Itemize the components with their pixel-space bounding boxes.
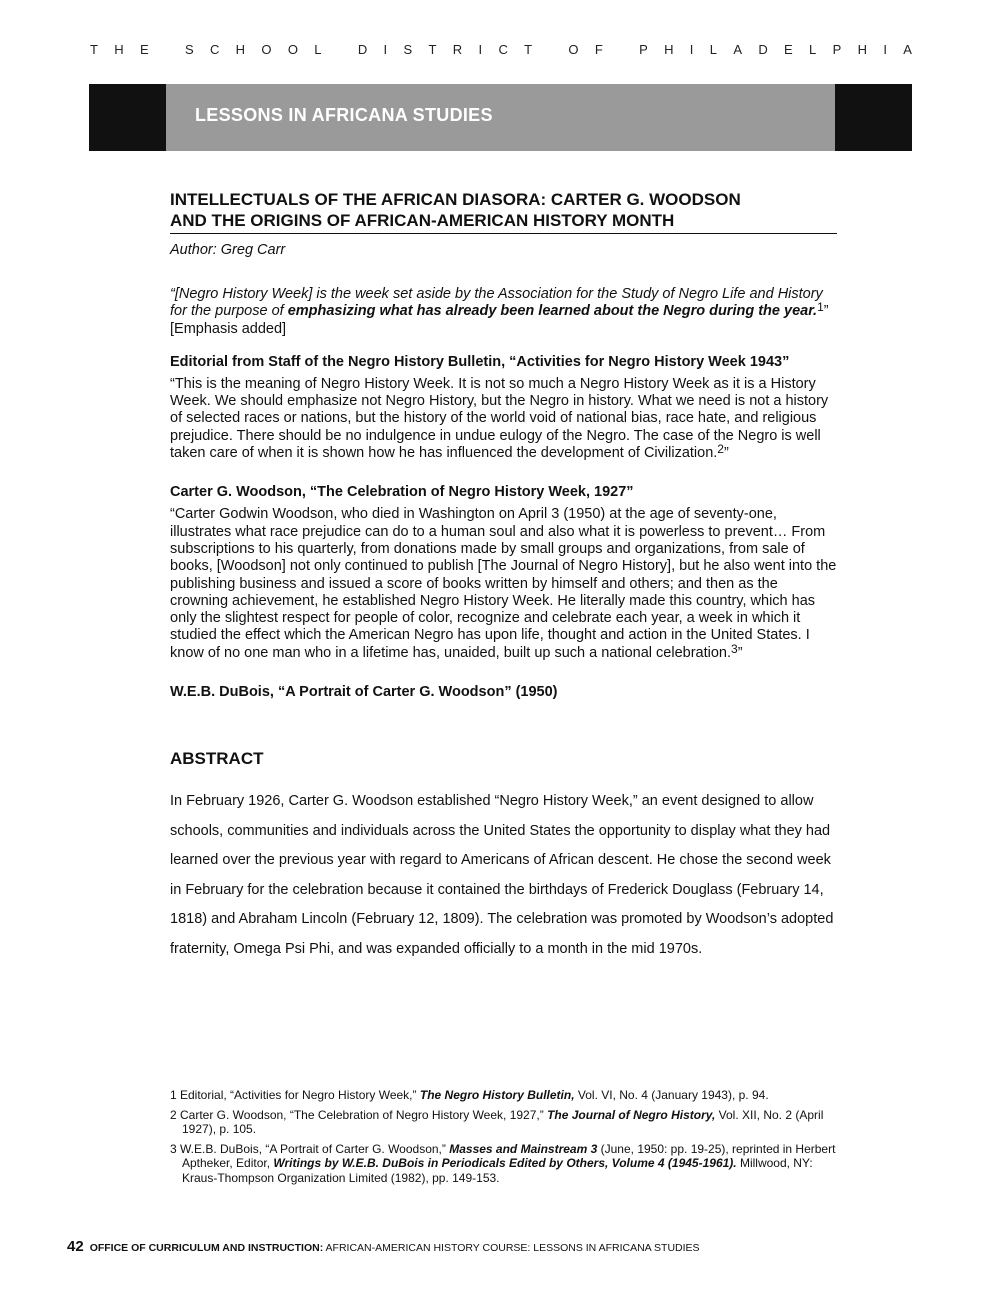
- district-letter: R: [452, 42, 463, 57]
- district-letter: S: [403, 42, 413, 57]
- district-letter: [165, 42, 169, 57]
- banner-middle: [166, 84, 835, 151]
- district-letter: A: [903, 42, 912, 57]
- page-footer: [67, 1238, 700, 1255]
- district-letter: L: [709, 42, 717, 57]
- district-letter: E: [140, 42, 149, 57]
- district-letter: C: [498, 42, 508, 57]
- district-letter: I: [383, 42, 388, 57]
- epigraph-quote-2: “This is the meaning of Negro History Week. It is not so much a Negro History Week as it is a History Week. We should emphasize not Negro History, but the Negro in history. What we need is not a history of selected races or nations, but the history of the world void of national bias, race hate, and religious prejudice. There should be no indulgence in undue eulogy of the Negro. The case of the Negro is well taken care of when it is shown how he has influenced the development of Civilization.$^2$”: [170, 375, 829, 462]
- footnote-ref: 1: [817, 300, 824, 315]
- title-line-1: INTELLECTUALS OF THE AFRICAN DIASORA: CARTER G. WOODSON: [170, 190, 741, 209]
- district-letter: H: [235, 42, 246, 57]
- section-banner: [89, 84, 912, 151]
- footnote-2: 2 Carter G. Woodson, “The Celebration of Negro History Week, 1927,” The Journal of Negro History, Vol. XII, No. 2 (April 1927), p. 105.: [170, 1107, 824, 1136]
- page-number: 42: [67, 1238, 84, 1255]
- article-title: [170, 189, 837, 234]
- district-letter: L: [314, 42, 322, 57]
- banner-right-block: [835, 84, 912, 151]
- district-letter: P: [639, 42, 648, 57]
- abstract-text: In February 1926, Carter G. Woodson established “Negro History Week,” an event designed to allow schools, communities and individuals across the United States the opportunity to display what they had learned over the previous year with regard to Americans of African descent. He chose the second week in February for the celebration because it contained the birthdays of Frederick Douglass (February 14, 1818) and Abraham Lincoln (February 12, 1809). The celebration was promoted by Woodson’s adopted fraternity, Omega Psi Phi, and was expanded officially to a month in the mid 1970s.: [170, 793, 834, 957]
- footnote-ref: 2: [717, 442, 724, 457]
- footnotes: [170, 1088, 837, 1190]
- abstract-heading: ABSTRACT: [170, 749, 264, 769]
- author-line: Author: Greg Carr: [170, 242, 286, 258]
- district-letter: O: [568, 42, 579, 57]
- district-letter: [338, 42, 342, 57]
- district-letter: S: [184, 42, 194, 57]
- district-letter: [619, 42, 623, 57]
- district-letter: D: [357, 42, 368, 57]
- epigraph-quote-1: “[Negro History Week] is the week set aside by the Association for the Study of Negro Life and History for the purpose of emphasizing what has already been learned about the Negro during the year.$^1$” [Emphasis added]: [170, 286, 829, 337]
- district-letter: O: [261, 42, 272, 57]
- district-letter: I: [478, 42, 483, 57]
- banner-label: LESSONS IN AFRICANA STUDIES: [195, 105, 493, 125]
- district-letter: H: [114, 42, 124, 57]
- district-letter: L: [809, 42, 817, 57]
- quote-source-2: Carter G. Woodson, “The Celebration of Negro History Week, 1927”: [170, 484, 634, 501]
- footer-office: OFFICE OF CURRICULUM AND INSTRUCTION:: [89, 1242, 324, 1254]
- district-letter: C: [209, 42, 220, 57]
- district-letter: D: [758, 42, 768, 57]
- article-body: [170, 189, 837, 964]
- quote-source-3: W.E.B. DuBois, “A Portrait of Carter G. Woodson” (1950): [170, 684, 558, 701]
- footer-course: AFRICAN-AMERICAN HISTORY COURSE: LESSONS IN AFRICANA STUDIES: [323, 1242, 700, 1254]
- banner-left-block: [89, 84, 166, 151]
- district-letter: P: [832, 42, 842, 57]
- district-letter: I: [689, 42, 694, 57]
- district-letter: T: [428, 42, 437, 57]
- district-letter: A: [733, 42, 742, 57]
- district-letter: H: [857, 42, 867, 57]
- district-letter: I: [883, 42, 887, 57]
- footnote-1: 1 Editorial, “Activities for Negro History Week,” The Negro History Bulletin, Vol. VI, No. 4 (January 1943), p. 94.: [170, 1088, 769, 1102]
- district-letter: [548, 42, 552, 57]
- district-letter: E: [784, 42, 793, 57]
- title-line-2: AND THE ORIGINS OF AFRICAN-AMERICAN HISTORY MONTH: [170, 211, 675, 230]
- district-letter: T: [90, 42, 98, 57]
- district-header: [90, 42, 912, 57]
- district-letter: T: [524, 42, 533, 57]
- footnote-ref: 3: [731, 641, 738, 656]
- district-letter: F: [594, 42, 603, 57]
- epigraph-quote-3: “Carter Godwin Woodson, who died in Washington on April 3 (1950) at the age of seventy-one, illustrates what race prejudice can do to a human soul and also what it is powerless to prevent… From subscriptions to his quarterly, from donations made by small groups and organizations, from sale of books, [Woodson] not only continued to publish [The Journal of Negro History], but he also went into the publishing business and issued a score of books written by himself and others; and then as the crowning achievement, he established Negro History Week. He literally made this country, which has only the slightest respect for people of color, recognize and celebrate each year, a week in which it studied the effect which the American Negro has upon life, thought and action in the United States. I know of no one man who in a lifetime has, unaided, built up such a national celebration.$^3$”: [170, 506, 837, 661]
- district-letter: O: [287, 42, 298, 57]
- footnote-3: 3 W.E.B. DuBois, “A Portrait of Carter G. Woodson,” Masses and Mainstream 3 (June, 1950: pp. 19-25), reprinted in Herbert Aptheker, Editor, Writings by W.E.B. DuBois in Periodicals Edited by Others, Volume 4 (1945-1961). Millwood, NY: Kraus-Thompson Organization Limited (1982), pp. 149-153.: [170, 1141, 836, 1185]
- quote-source-1: Editorial from Staff of the Negro History Bulletin, “Activities for Negro History Week 1943”: [170, 353, 790, 370]
- district-letter: H: [664, 42, 674, 57]
